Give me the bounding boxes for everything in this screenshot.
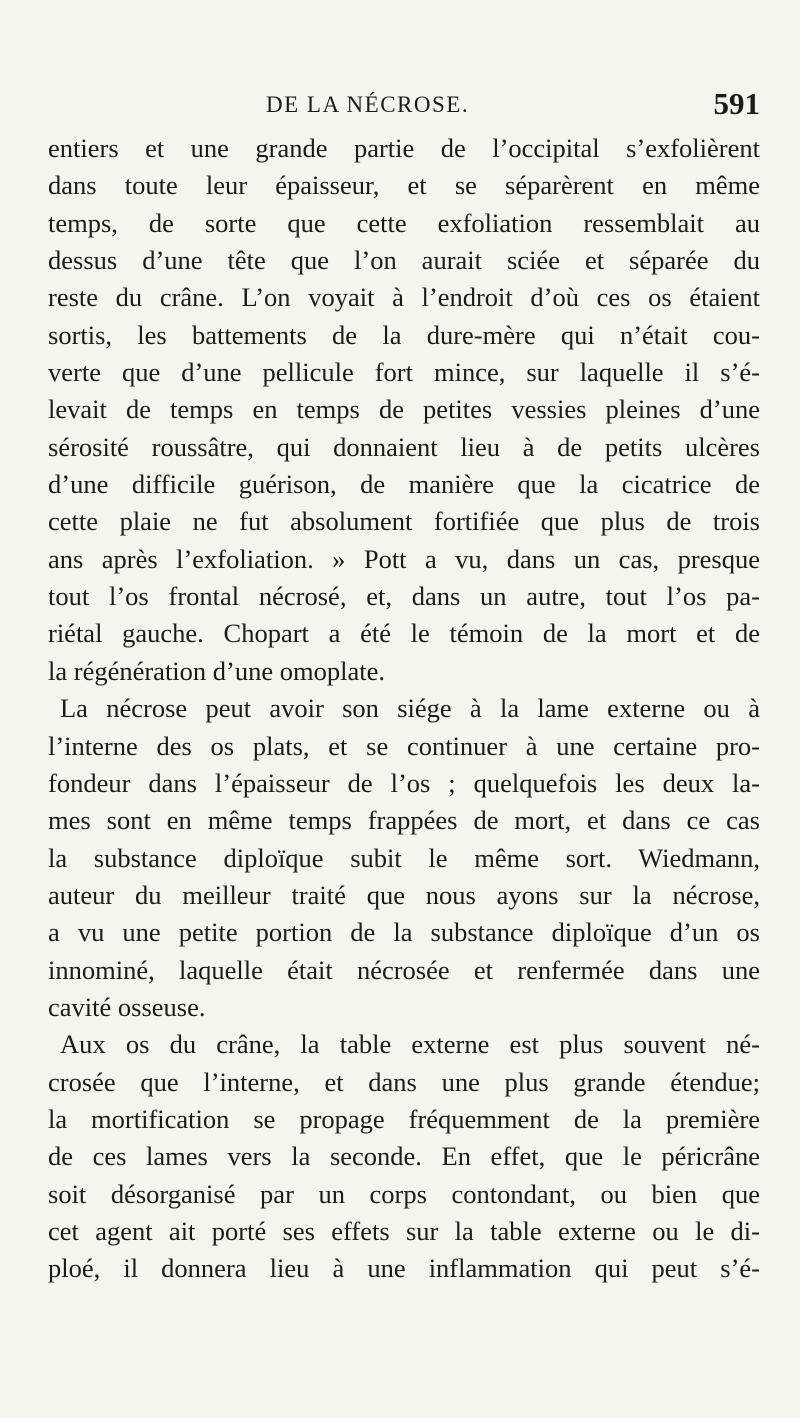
text-line: sérosité roussâtre, qui donnaient lieu à de petits ulcères	[48, 431, 760, 462]
text-line: reste du crâne. L’on voyait à l’endroit d’où ces os étaient	[48, 282, 760, 313]
text-line: innominé, laquelle était nécrosée et renfermée dans une	[48, 954, 760, 985]
text-line: riétal gauche. Chopart a été le témoin de la mort et de	[48, 618, 760, 649]
text-line: sortis, les battements de la dure-mère qui n’était cou-	[48, 319, 760, 350]
text-line: la substance diploïque subit le même sort. Wiedmann,	[48, 842, 760, 873]
text-line: temps, de sorte que cette exfoliation ressemblait au	[48, 207, 760, 238]
text-line: la mortification se propage fréquemment de la première	[48, 1103, 760, 1134]
text-line: Aux os du crâne, la table externe est plus souvent né-	[60, 1029, 760, 1060]
text-line: d’une difficile guérison, de manière que la cicatrice de	[48, 469, 760, 500]
text-line: mes sont en même temps frappées de mort, et dans ce cas	[48, 805, 760, 836]
text-line: l’interne des os plats, et se continuer à une certaine pro-	[48, 730, 760, 761]
text-line: tout l’os frontal nécrosé, et, dans un autre, tout l’os pa-	[48, 581, 760, 612]
text-line: cavité osseuse.	[48, 991, 206, 1022]
text-line: auteur du meilleur traité que nous ayons sur la nécrose,	[48, 879, 760, 910]
text-line: dessus d’une tête que l’on aurait sciée et séparée du	[48, 245, 760, 276]
text-line: verte que d’une pellicule fort mince, sur laquelle il s’é-	[48, 357, 760, 388]
text-line: dans toute leur épaisseur, et se séparèrent en même	[48, 170, 760, 201]
text-line: La nécrose peut avoir son siége à la lame externe ou à	[60, 693, 760, 724]
text-line: soit désorganisé par un corps contondant, ou bien que	[48, 1178, 760, 1209]
text-line: fondeur dans l’épaisseur de l’os ; quelquefois les deux la-	[48, 767, 760, 798]
text-line: cet agent ait porté ses effets sur la table externe ou le di-	[48, 1215, 760, 1246]
text-line: de ces lames vers la seconde. En effet, que le péricrâne	[48, 1141, 760, 1172]
running-head	[48, 86, 760, 126]
text-line: crosée que l’interne, et dans une plus grande étendue;	[48, 1066, 760, 1097]
text-line: levait de temps en temps de petites vessies pleines d’une	[48, 394, 760, 425]
running-title: DE LA NÉCROSE.	[266, 92, 470, 117]
text-line: cette plaie ne fut absolument fortifiée que plus de trois	[48, 506, 760, 537]
body-text	[48, 130, 760, 1288]
text-line: a vu une petite portion de la substance diploïque d’un os	[48, 917, 760, 948]
text-line: ans après l’exfoliation. » Pott a vu, dans un cas, presque	[48, 543, 760, 574]
text-line: ploé, il donnera lieu à une inflammation qui peut s’é-	[48, 1253, 760, 1284]
page-number: 591	[713, 86, 760, 121]
text-line: la régénération d’une omoplate.	[48, 655, 385, 686]
text-line: entiers et une grande partie de l’occipital s’exfolièrent	[48, 133, 760, 163]
